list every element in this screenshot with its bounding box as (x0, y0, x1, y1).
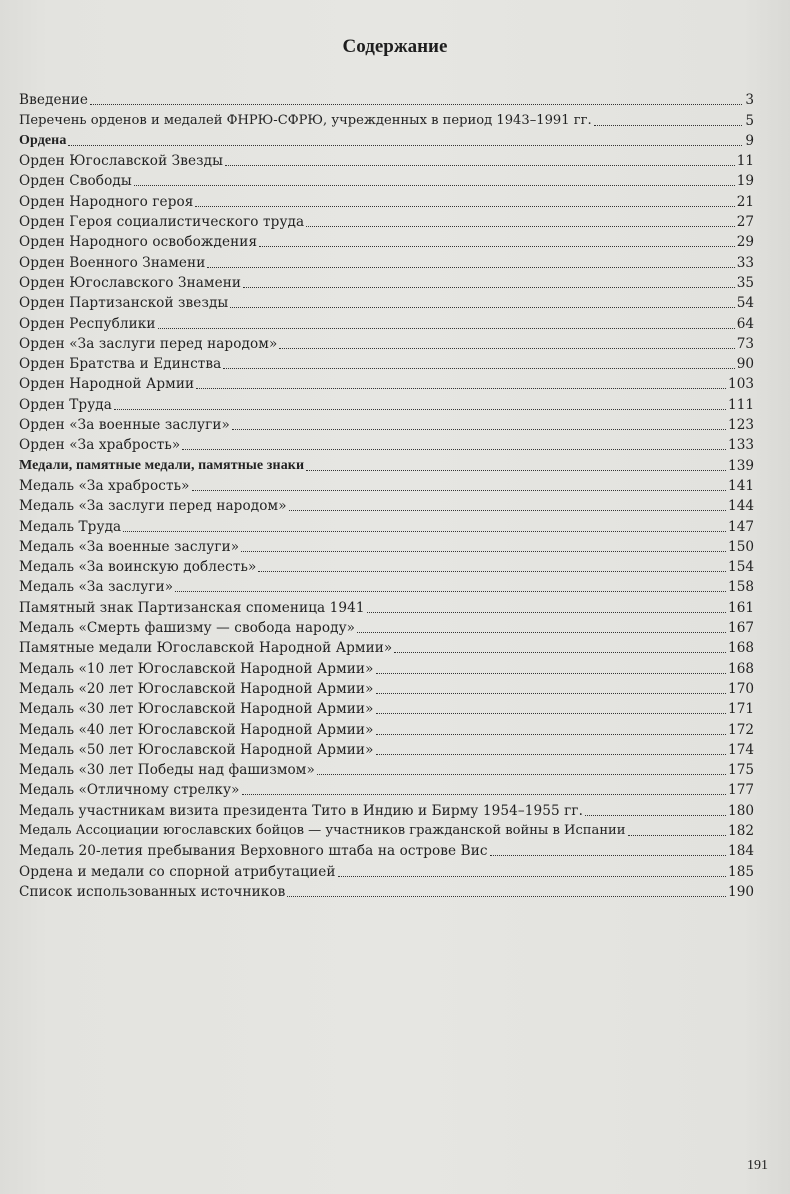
toc-entry-title: Ордена и медали со спорной атрибутацией (19, 863, 336, 880)
toc-entry (19, 656, 754, 676)
toc-entry-page: 161 (728, 599, 754, 616)
toc-entry (19, 616, 754, 636)
toc-entry (19, 677, 754, 697)
toc-entry-title: Список использованных источников (19, 883, 286, 900)
toc-entry-page: 154 (728, 559, 754, 576)
page-title: Содержание (342, 36, 448, 57)
toc-entry (19, 433, 754, 453)
dot-leader (259, 245, 735, 247)
toc-section-heading (19, 453, 754, 473)
toc-entry-title: Орден Югославской Звезды (19, 153, 224, 170)
toc-entry-page: 90 (736, 356, 754, 373)
toc-entry-page: 27 (736, 214, 754, 231)
toc-entry-title: Перечень орденов и медалей ФНРЮ-СФРЮ, учрежденных в период 1943–1991 гг. (19, 112, 592, 128)
toc-entry-page: 144 (728, 498, 754, 515)
toc-entry-title: Орден Партизанской звезды (19, 295, 229, 312)
dot-leader (223, 367, 734, 369)
dot-leader (289, 509, 726, 511)
toc-entry-page: 177 (728, 782, 754, 799)
toc-entry (19, 291, 754, 311)
dot-leader (367, 611, 726, 613)
toc-entry-title: Орден Народного героя (19, 193, 194, 210)
toc-entry (19, 250, 754, 270)
toc-entry-title: Орден Республики (19, 315, 156, 332)
toc-entry (19, 859, 754, 879)
toc-entry-title: Медали, памятные медали, памятные знаки (19, 457, 305, 473)
dot-leader (241, 550, 726, 552)
toc-entry-title: Орден «За заслуги перед народом» (19, 335, 278, 352)
toc-entry (19, 332, 754, 352)
toc-entry-page: 172 (728, 721, 754, 738)
toc-entry (19, 880, 754, 900)
toc-entry (19, 494, 754, 514)
toc-entry-page: 19 (736, 173, 754, 190)
dot-leader (306, 469, 726, 471)
toc-entry-title: Орден Братства и Единства (19, 356, 222, 373)
toc-entry (19, 230, 754, 250)
dot-leader (195, 205, 734, 207)
toc-entry-title: Орден Труда (19, 396, 112, 413)
toc-entry-title: Медаль «За храбрость» (19, 477, 190, 494)
dot-leader (628, 834, 727, 836)
toc-entry (19, 108, 754, 128)
dot-leader (258, 570, 726, 572)
dot-leader (306, 225, 734, 227)
dot-leader (134, 184, 735, 186)
toc-entry-page: 150 (728, 538, 754, 555)
toc-entry-title: Медаль Ассоциации югославских бойцов — участников гражданской войны в Испании (19, 822, 626, 838)
toc-entry (19, 169, 754, 189)
toc-entry-page: 73 (736, 335, 754, 352)
toc-entry-page: 3 (745, 92, 754, 109)
toc-entry (19, 88, 754, 108)
toc-entry-title: Орден Народного освобождения (19, 234, 258, 251)
toc-entry-page: 141 (728, 477, 754, 494)
toc-entry-title: Орден «За храбрость» (19, 437, 181, 454)
toc-entry-page: 168 (728, 640, 754, 657)
toc-entry-title: Орден Свободы (19, 173, 132, 190)
toc-entry (19, 555, 754, 575)
toc-entry-page: 158 (728, 579, 754, 596)
toc-entry-title: Медаль «50 лет Югославской Народной Армии» (19, 741, 374, 758)
toc-entry (19, 595, 754, 615)
toc-entry-title: Орден «За военные заслуги» (19, 417, 230, 434)
toc-entry-title: Медаль «30 лет Победы над фашизмом» (19, 762, 315, 779)
toc-entry-title: Медаль «30 лет Югославской Народной Армии» (19, 701, 374, 718)
toc-entry-title: Орден Югославского Знамени (19, 274, 242, 291)
page-number: 191 (747, 1158, 768, 1173)
toc-entry (19, 372, 754, 392)
toc-entry (19, 352, 754, 372)
toc-entry-title: Медаль «За воинскую доблесть» (19, 559, 257, 576)
toc-entry-title: Медаль «За заслуги перед народом» (19, 498, 287, 515)
dot-leader (230, 306, 734, 308)
toc-entry (19, 189, 754, 209)
dot-leader (196, 387, 726, 389)
toc-entry (19, 514, 754, 534)
toc-entry-page: 64 (736, 315, 754, 332)
toc-entry (19, 311, 754, 331)
dot-leader (490, 854, 726, 856)
dot-leader (182, 448, 726, 450)
toc-section-heading (19, 129, 754, 149)
toc-entry-page: 147 (728, 518, 754, 535)
toc-entry (19, 271, 754, 291)
toc-entry-title: Медаль «Отличному стрелку» (19, 782, 240, 799)
dot-leader (232, 428, 726, 430)
toc-entry (19, 210, 754, 230)
dot-leader (287, 895, 726, 897)
dot-leader (376, 692, 727, 694)
dot-leader (123, 530, 726, 532)
toc-entry-title: Медаль «За военные заслуги» (19, 538, 240, 555)
toc-entry-title: Введение (19, 92, 89, 109)
toc-entry-page: 175 (728, 762, 754, 779)
toc-entry-page: 29 (736, 234, 754, 251)
toc-entry-page: 170 (728, 680, 754, 697)
toc-entry-page: 21 (736, 193, 754, 210)
dot-leader (317, 773, 726, 775)
dot-leader (376, 733, 727, 735)
toc-entry-page: 184 (728, 843, 754, 860)
toc-entry-page: 33 (736, 254, 754, 271)
dot-leader (158, 327, 735, 329)
dot-leader (225, 164, 735, 166)
toc-entry-page: 167 (728, 620, 754, 637)
toc-entry (19, 839, 754, 859)
toc-entry-title: Медаль «Смерть фашизму — свобода народу» (19, 620, 356, 637)
toc-entry-title: Медаль Труда (19, 518, 122, 535)
dot-leader (175, 590, 726, 592)
dot-leader (594, 124, 742, 126)
dot-leader (338, 875, 727, 877)
toc-entry-title: Медаль «10 лет Югославской Народной Армии» (19, 660, 374, 677)
dot-leader (68, 144, 742, 146)
toc-entry-page: 11 (736, 153, 754, 170)
toc-entry-page: 180 (728, 802, 754, 819)
toc-entry (19, 474, 754, 494)
toc-entry-title: Орден Народной Армии (19, 376, 195, 393)
toc-entry-title: Медаль «20 лет Югославской Народной Армии» (19, 680, 374, 697)
toc-entry-title: Орден Военного Знамени (19, 254, 206, 271)
toc-entry (19, 575, 754, 595)
toc-entry (19, 392, 754, 412)
toc-entry-page: 174 (728, 741, 754, 758)
dot-leader (242, 793, 727, 795)
toc-entry (19, 717, 754, 737)
toc-entry-page: 54 (736, 295, 754, 312)
dot-leader (114, 408, 726, 410)
toc-entry-page: 35 (736, 274, 754, 291)
toc-entry (19, 149, 754, 169)
toc-entry-title: Памятный знак Партизанская споменица 1941 (19, 599, 365, 616)
toc-entry-page: 9 (745, 132, 754, 149)
dot-leader (376, 753, 727, 755)
toc-entry-page: 182 (728, 822, 754, 839)
toc-entry-page: 168 (728, 660, 754, 677)
dot-leader (243, 286, 735, 288)
toc-entry-page: 139 (728, 457, 754, 474)
toc-entry (19, 778, 754, 798)
toc-entry-title: Орден Героя социалистического труда (19, 214, 305, 231)
toc-entry (19, 758, 754, 778)
dot-leader (376, 672, 727, 674)
toc-entry-page: 103 (728, 376, 754, 393)
toc-entry (19, 413, 754, 433)
toc-entry-title: Медаль 20-летия пребывания Верховного штаба на острове Вис (19, 843, 488, 860)
toc-entry-title: Медаль «40 лет Югославской Народной Армии» (19, 721, 374, 738)
toc-entry-title: Медаль «За заслуги» (19, 579, 174, 596)
toc-entry (19, 636, 754, 656)
dot-leader (279, 347, 734, 349)
dot-leader (585, 814, 726, 816)
dot-leader (357, 631, 726, 633)
toc-entry-title: Памятные медали Югославской Народной Армии» (19, 640, 393, 657)
toc-entry-page: 185 (728, 863, 754, 880)
table-of-contents (19, 88, 754, 900)
toc-entry (19, 697, 754, 717)
dot-leader (394, 651, 726, 653)
toc-entry-title: Ордена (19, 132, 67, 148)
toc-entry (19, 535, 754, 555)
dot-leader (376, 712, 727, 714)
dot-leader (207, 266, 734, 268)
toc-entry-page: 5 (745, 112, 754, 129)
toc-entry (19, 738, 754, 758)
toc-entry-page: 133 (728, 437, 754, 454)
toc-entry-page: 123 (728, 417, 754, 434)
toc-entry (19, 819, 754, 839)
toc-entry-title: Медаль участникам визита президента Тито в Индию и Бирму 1954–1955 гг. (19, 802, 583, 819)
dot-leader (90, 103, 742, 105)
toc-entry-page: 171 (728, 701, 754, 718)
toc-entry-page: 190 (728, 883, 754, 900)
dot-leader (192, 489, 727, 491)
toc-entry-page: 111 (728, 396, 754, 413)
toc-entry (19, 798, 754, 818)
